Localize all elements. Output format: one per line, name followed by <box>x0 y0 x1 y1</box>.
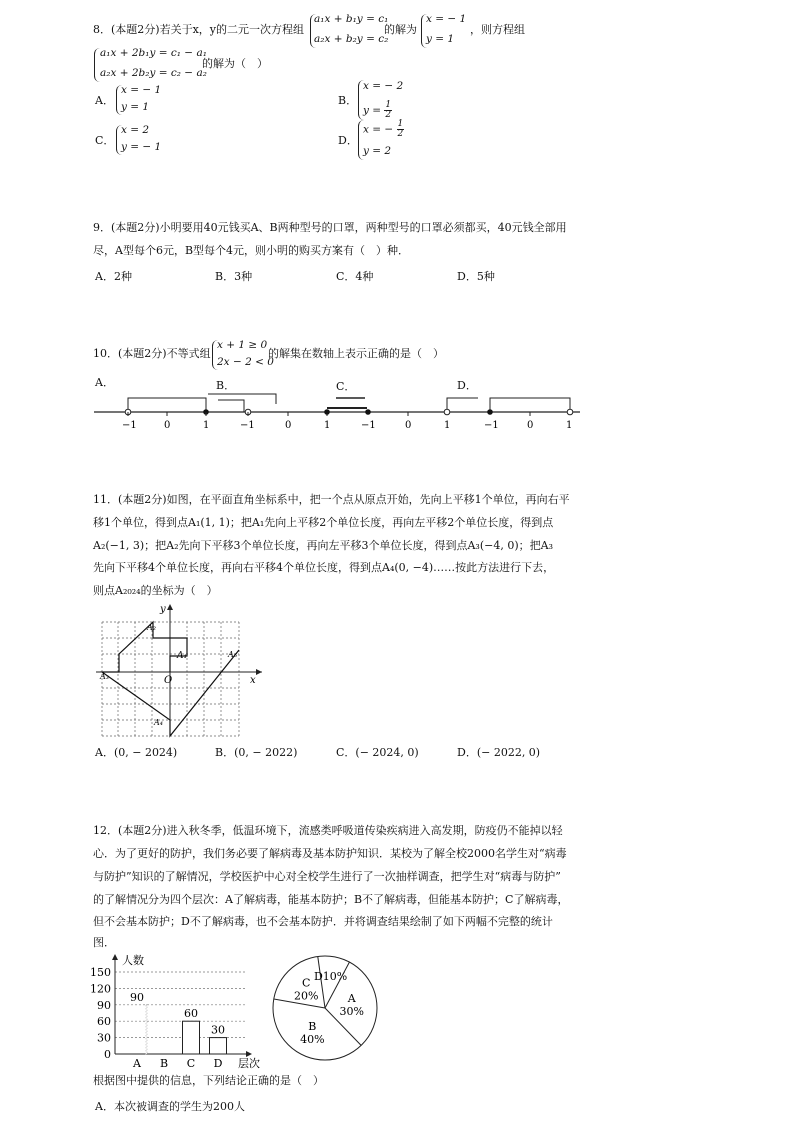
q8-option-a-line2: y = 1 <box>121 101 150 113</box>
pie-label-B: B <box>308 1019 317 1033</box>
q11-line2: 移1个单位，得到点A₁(1, 1)；把A₁先向上平移2个单位长度，再向左平移2个单位长度，得到点 <box>93 516 554 529</box>
q8-intro: 8．(本题2分)若关于x，y的二元一次方程组 <box>93 23 304 36</box>
q10-option-c[interactable]: C． <box>336 380 356 393</box>
q10-line2: 2x − 2 < 0 <box>217 356 274 368</box>
x-axis-arrow <box>256 669 262 675</box>
bar-ytick-label: 90 <box>97 998 111 1012</box>
q12-line6: 图． <box>93 936 115 949</box>
bar-data-label: 30 <box>211 1023 225 1037</box>
tick-label: −1 <box>122 420 137 431</box>
bar-category-label: C <box>186 1057 196 1070</box>
tick-label: 0 <box>285 420 292 431</box>
q12-line5: 但不会基本防护；D不了解病毒，也不会基本防护．并将调查结果绘制了如下两幅不完整的统计 <box>93 915 553 928</box>
q8-option-d-num: 1 <box>397 119 404 129</box>
bar-category-label: A <box>133 1057 141 1070</box>
q10-option-a[interactable]: A． <box>95 376 114 389</box>
q11-line4: 先向下平移4个单位长度，再向右平移4个单位长度，得到点A₄(0, −4)……按此方法进行下去， <box>93 561 555 574</box>
q12-pie-chart <box>268 952 383 1064</box>
q9-line1: 9．(本题2分)小明要用40元钱买A、B两种型号的口罩，两种型号的口罩必须都买，40元钱全部用 <box>93 221 567 234</box>
q8-sol-line1: x = − 1 <box>426 13 467 25</box>
q11-option-c[interactable]: C．(− 2024, 0) <box>336 746 419 759</box>
tick-label: 1 <box>324 420 331 431</box>
q8-option-b-line2 <box>363 101 392 120</box>
tick-label: 0 <box>164 420 171 431</box>
pie-label-A: A <box>347 992 356 1006</box>
bar-ytick-label: 30 <box>97 1031 111 1045</box>
bar-ytick-label: 0 <box>104 1048 111 1061</box>
q8-option-b-num: 1 <box>385 100 392 110</box>
q8-option-b-y: y = <box>363 104 382 117</box>
q8-option-c-label[interactable]: C． <box>95 134 115 147</box>
q10-number-line-c[interactable] <box>324 398 450 431</box>
pie-value-B: 40% <box>300 1032 325 1046</box>
q8-option-b-den: 2 <box>385 110 392 120</box>
open-dot <box>567 409 573 415</box>
tick-label: −1 <box>361 420 376 431</box>
bar-D <box>210 1038 227 1054</box>
open-dot <box>444 409 450 415</box>
pie-value-A: 30% <box>339 1005 365 1019</box>
q9-line2: 尽，A型每个6元，B型每个4元，则小明的购买方案有（ ）种． <box>93 244 410 257</box>
q9-option-b[interactable]: B．3种 <box>215 270 253 283</box>
filled-dot <box>324 409 330 415</box>
q12-line3: 与防护”知识的了解情况，学校医护中心对全校学生进行了一次抽样调查，把学生对“病毒与防护” <box>93 870 561 883</box>
a4-label: A₄ <box>154 718 163 727</box>
a1-label: A₁ <box>177 651 188 661</box>
q8-sol-line2: y = 1 <box>426 33 455 45</box>
q8-mid: 的解为 <box>384 23 417 36</box>
a3-label: A₃ <box>100 672 109 681</box>
q10-number-line-a[interactable] <box>122 398 209 431</box>
q12-option-a[interactable]: A．本次被调查的学生为200人 <box>95 1100 245 1113</box>
bar-data-label: 60 <box>184 1007 198 1021</box>
q8-option-d-den: 2 <box>397 129 404 139</box>
q8-sys2-line2: a₂x + 2b₂y = c₂ − a₂ <box>100 67 207 79</box>
q11-line1: 11．(本题2分)如图，在平面直角坐标系中，把一个点从原点开始，先向上平移1个单位，再向右平 <box>93 493 570 506</box>
bar-A <box>146 1005 147 1054</box>
bar-grid <box>115 972 247 1038</box>
q8-option-b-fraction <box>384 101 392 120</box>
q9-option-a[interactable]: A．2种 <box>95 270 132 283</box>
q8-option-a-label[interactable]: A． <box>95 94 114 107</box>
q10-number-lines <box>0 390 794 435</box>
bar-xlabel: 层次 <box>238 1057 260 1070</box>
bar-C <box>183 1021 200 1054</box>
q11-line5: 则点A₂₀₂₄的坐标为（ ） <box>93 584 218 597</box>
tick-label: 1 <box>566 420 573 431</box>
q8-sys2-line1: a₁x + 2b₁y = c₁ − a₁ <box>100 47 207 59</box>
pie-label-D: D10% <box>313 970 348 984</box>
q8-option-d-line1 <box>363 120 404 139</box>
q10-tail: 的解集在数轴上表示正确的是（ ） <box>268 347 444 360</box>
bar-y-axis-arrow <box>112 954 118 960</box>
bar-ytick-label: 120 <box>90 982 111 996</box>
tick-label: 0 <box>527 420 534 431</box>
q12-line2: 心．为了更好的防护，我们务必要了解病毒及基本防护知识．某校为了解全校2000名学生对“病毒 <box>93 847 567 860</box>
q8-option-d-line2: y = 2 <box>363 145 392 157</box>
pie-marks <box>273 956 377 1060</box>
bar-ytick-label: 60 <box>97 1015 111 1029</box>
q12-line4: 的了解情况分为四个层次：A了解病毒，能基本防护；B不了解病毒，但能基本防护；C了解病毒， <box>93 893 569 906</box>
tick-label: 1 <box>444 420 451 431</box>
q11-coordinate-figure <box>92 600 267 740</box>
a5-label: A₅ <box>228 650 237 659</box>
q10-option-b[interactable]: B． <box>216 379 236 392</box>
q8-option-d-x: x = − <box>363 123 394 136</box>
tick-label: 1 <box>203 420 210 431</box>
bar-category-label: B <box>159 1057 169 1070</box>
bar-ytick-label: 150 <box>90 966 111 979</box>
q8-option-d-label[interactable]: D． <box>338 134 358 147</box>
q8-option-b-label[interactable]: B． <box>338 94 358 107</box>
tick-label: 0 <box>405 420 412 431</box>
q8-option-c-line2: y = − 1 <box>121 141 162 153</box>
q12-line1: 12．(本题2分)进入秋冬季，低温环境下，流感类呼吸道传染疾病进入高发期，防疫仍不能掉以轻 <box>93 824 563 837</box>
bar-tick-labels <box>90 966 111 1061</box>
q8-option-a-line1: x = − 1 <box>121 84 162 96</box>
q10-line1: x + 1 ≥ 0 <box>217 339 268 351</box>
q12-bar-chart <box>88 950 268 1072</box>
origin-label: O <box>164 675 173 686</box>
q8-option-d-fraction <box>397 120 405 139</box>
q11-option-b[interactable]: B．(0, − 2022) <box>215 746 298 759</box>
pie-value-C: 20% <box>293 989 319 1003</box>
bar-ylabel: 人数 <box>122 954 144 967</box>
tick-label: −1 <box>484 420 499 431</box>
a2-label: A₂ <box>147 623 156 632</box>
q10-intro: 10．(本题2分)不等式组 <box>93 347 211 360</box>
q8-tail: ，则方程组 <box>470 23 525 36</box>
bar-marks <box>130 991 227 1070</box>
x-label: x <box>250 675 256 686</box>
q8-option-c-line1: x = 2 <box>121 124 150 136</box>
q8-sys1-line1: a₁x + b₁y = c₁ <box>314 13 389 25</box>
q10-number-line-d[interactable] <box>444 398 573 431</box>
filled-dot <box>365 409 371 415</box>
tick-label: −1 <box>240 420 255 431</box>
filled-dot <box>487 409 493 415</box>
q12-question: 根据图中提供的信息，下列结论正确的是（ ） <box>93 1074 324 1087</box>
q11-line3: A₂(−1, 3)；把A₂先向下平移3个单位长度，再向左平移3个单位长度，得到点A₃(−4, 0)；把A₃ <box>93 539 553 552</box>
q8-sys1-line2: a₂x + b₂y = c₂ <box>314 33 389 45</box>
q11-option-d[interactable]: D．(− 2022, 0) <box>457 746 541 759</box>
q10-option-d[interactable]: D． <box>457 379 477 392</box>
q8-ask: 的解为（ ） <box>202 57 268 70</box>
q8-option-b-line1: x = − 2 <box>363 80 404 92</box>
q9-option-d[interactable]: D．5种 <box>457 270 495 283</box>
pie-label-C: C <box>302 976 311 990</box>
y-axis-arrow <box>167 604 173 610</box>
bar-category-label: D <box>213 1057 223 1070</box>
q11-option-a[interactable]: A．(0, − 2024) <box>95 746 178 759</box>
y-label: y <box>160 604 166 615</box>
q9-option-c[interactable]: C．4种 <box>336 270 374 283</box>
bar-data-label: 90 <box>130 990 144 1004</box>
